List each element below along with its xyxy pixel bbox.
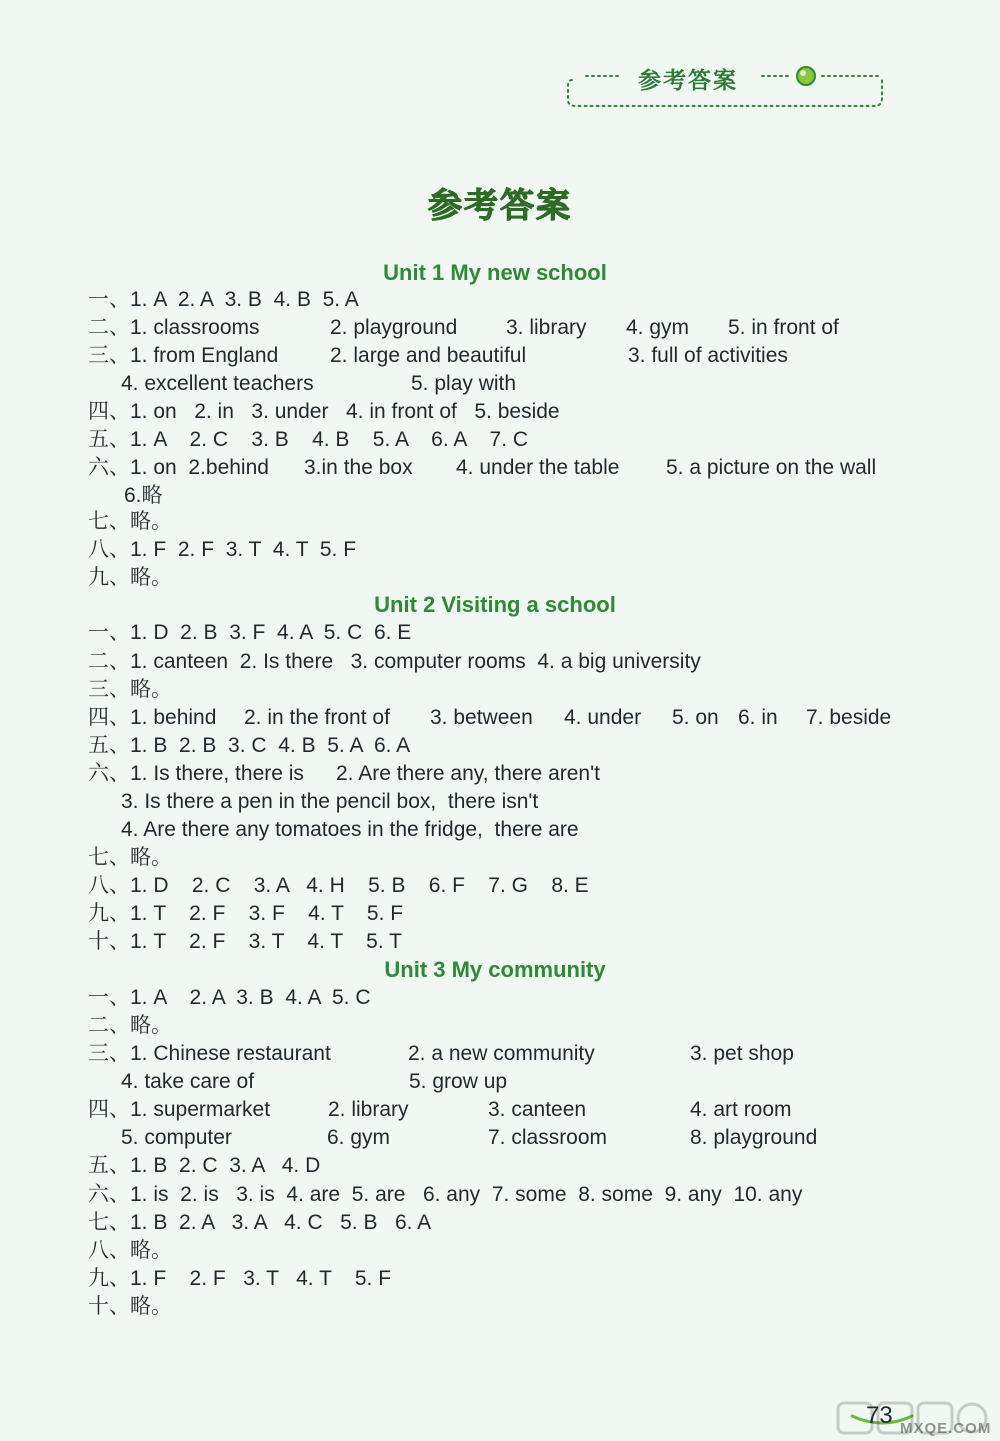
answer-line: 七、略。	[88, 846, 172, 869]
answer-line: 六、1. is 2. is 3. is 4. are 5. are 6. any 7. some 8. some 9. any 10. any	[88, 1183, 803, 1206]
header-tag	[566, 66, 884, 108]
answer-line: 九、略。	[88, 566, 172, 589]
answer-line: 6.略	[124, 484, 163, 507]
answer-line: 4. excellent teachers 5. play with	[121, 372, 517, 395]
answer-line: 一、1. A 2. A 3. B 4. A 5. C	[88, 986, 371, 1009]
answer-line: 七、略。	[88, 510, 172, 533]
unit-title: Unit 1 My new school	[383, 260, 607, 285]
answer-line: 二、1. classrooms 2. playground 3. library 4. gym 5. in front of	[88, 316, 839, 339]
answer-line: 5. computer 6. gym 7. classroom 8. playground	[121, 1126, 818, 1149]
watermark-text: MXQE.COM	[900, 1420, 992, 1437]
answer-line: 六、1. on 2.behind 3.in the box 4. under the table 5. a picture on the wall	[88, 456, 877, 479]
answer-line: 二、1. canteen 2. Is there 3. computer rooms 4. a big university	[88, 650, 701, 673]
answer-line: 一、1. A 2. A 3. B 4. B 5. A	[88, 288, 359, 311]
answer-line: 八、略。	[88, 1239, 172, 1262]
answer-line: 三、1. from England 2. large and beautiful 3. full of activities	[88, 344, 788, 367]
page-number: 73	[866, 1402, 893, 1429]
answer-line: 3. Is there a pen in the pencil box, there isn't	[121, 790, 539, 813]
unit-title: Unit 2 Visiting a school	[374, 592, 616, 617]
answer-line: 十、略。	[88, 1295, 172, 1318]
answer-line: 十、1. T 2. F 3. T 4. T 5. T	[88, 930, 402, 953]
answer-line: 三、略。	[88, 678, 172, 701]
answer-line: 二、略。	[88, 1014, 172, 1037]
answer-line: 五、1. B 2. B 3. C 4. B 5. A 6. A	[88, 734, 411, 757]
answer-line: 八、1. D 2. C 3. A 4. H 5. B 6. F 7. G 8. E	[88, 874, 589, 897]
answer-line: 九、1. F 2. F 3. T 4. T 5. F	[88, 1267, 392, 1290]
answer-line: 4. Are there any tomatoes in the fridge, there are	[121, 818, 579, 841]
page-title: 参考答案	[428, 186, 572, 226]
answer-line: 九、1. T 2. F 3. F 4. T 5. F	[88, 902, 404, 925]
answer-line: 八、1. F 2. F 3. T 4. T 5. F	[88, 538, 357, 561]
answer-line: 四、1. behind 2. in the front of 3. between 4. under 5. on 6. in 7. beside	[88, 706, 892, 729]
answer-line: 七、1. B 2. A 3. A 4. C 5. B 6. A	[88, 1211, 432, 1234]
answer-line: 一、1. D 2. B 3. F 4. A 5. C 6. E	[88, 621, 412, 644]
unit-title: Unit 3 My community	[384, 957, 606, 982]
answer-line: 五、1. A 2. C 3. B 4. B 5. A 6. A 7. C	[88, 428, 529, 451]
answer-line: 四、1. supermarket 2. library 3. canteen 4. art room	[88, 1098, 792, 1121]
header-tag-label: 参考答案	[632, 62, 744, 95]
answer-line: 三、1. Chinese restaurant 2. a new community 3. pet shop	[88, 1042, 794, 1065]
answer-line: 四、1. on 2. in 3. under 4. in front of 5. beside	[88, 400, 560, 423]
answer-line: 六、1. Is there, there is 2. Are there any, there aren't	[88, 762, 600, 785]
answer-line: 4. take care of 5. grow up	[121, 1070, 508, 1093]
answer-line: 五、1. B 2. C 3. A 4. D	[88, 1154, 321, 1177]
